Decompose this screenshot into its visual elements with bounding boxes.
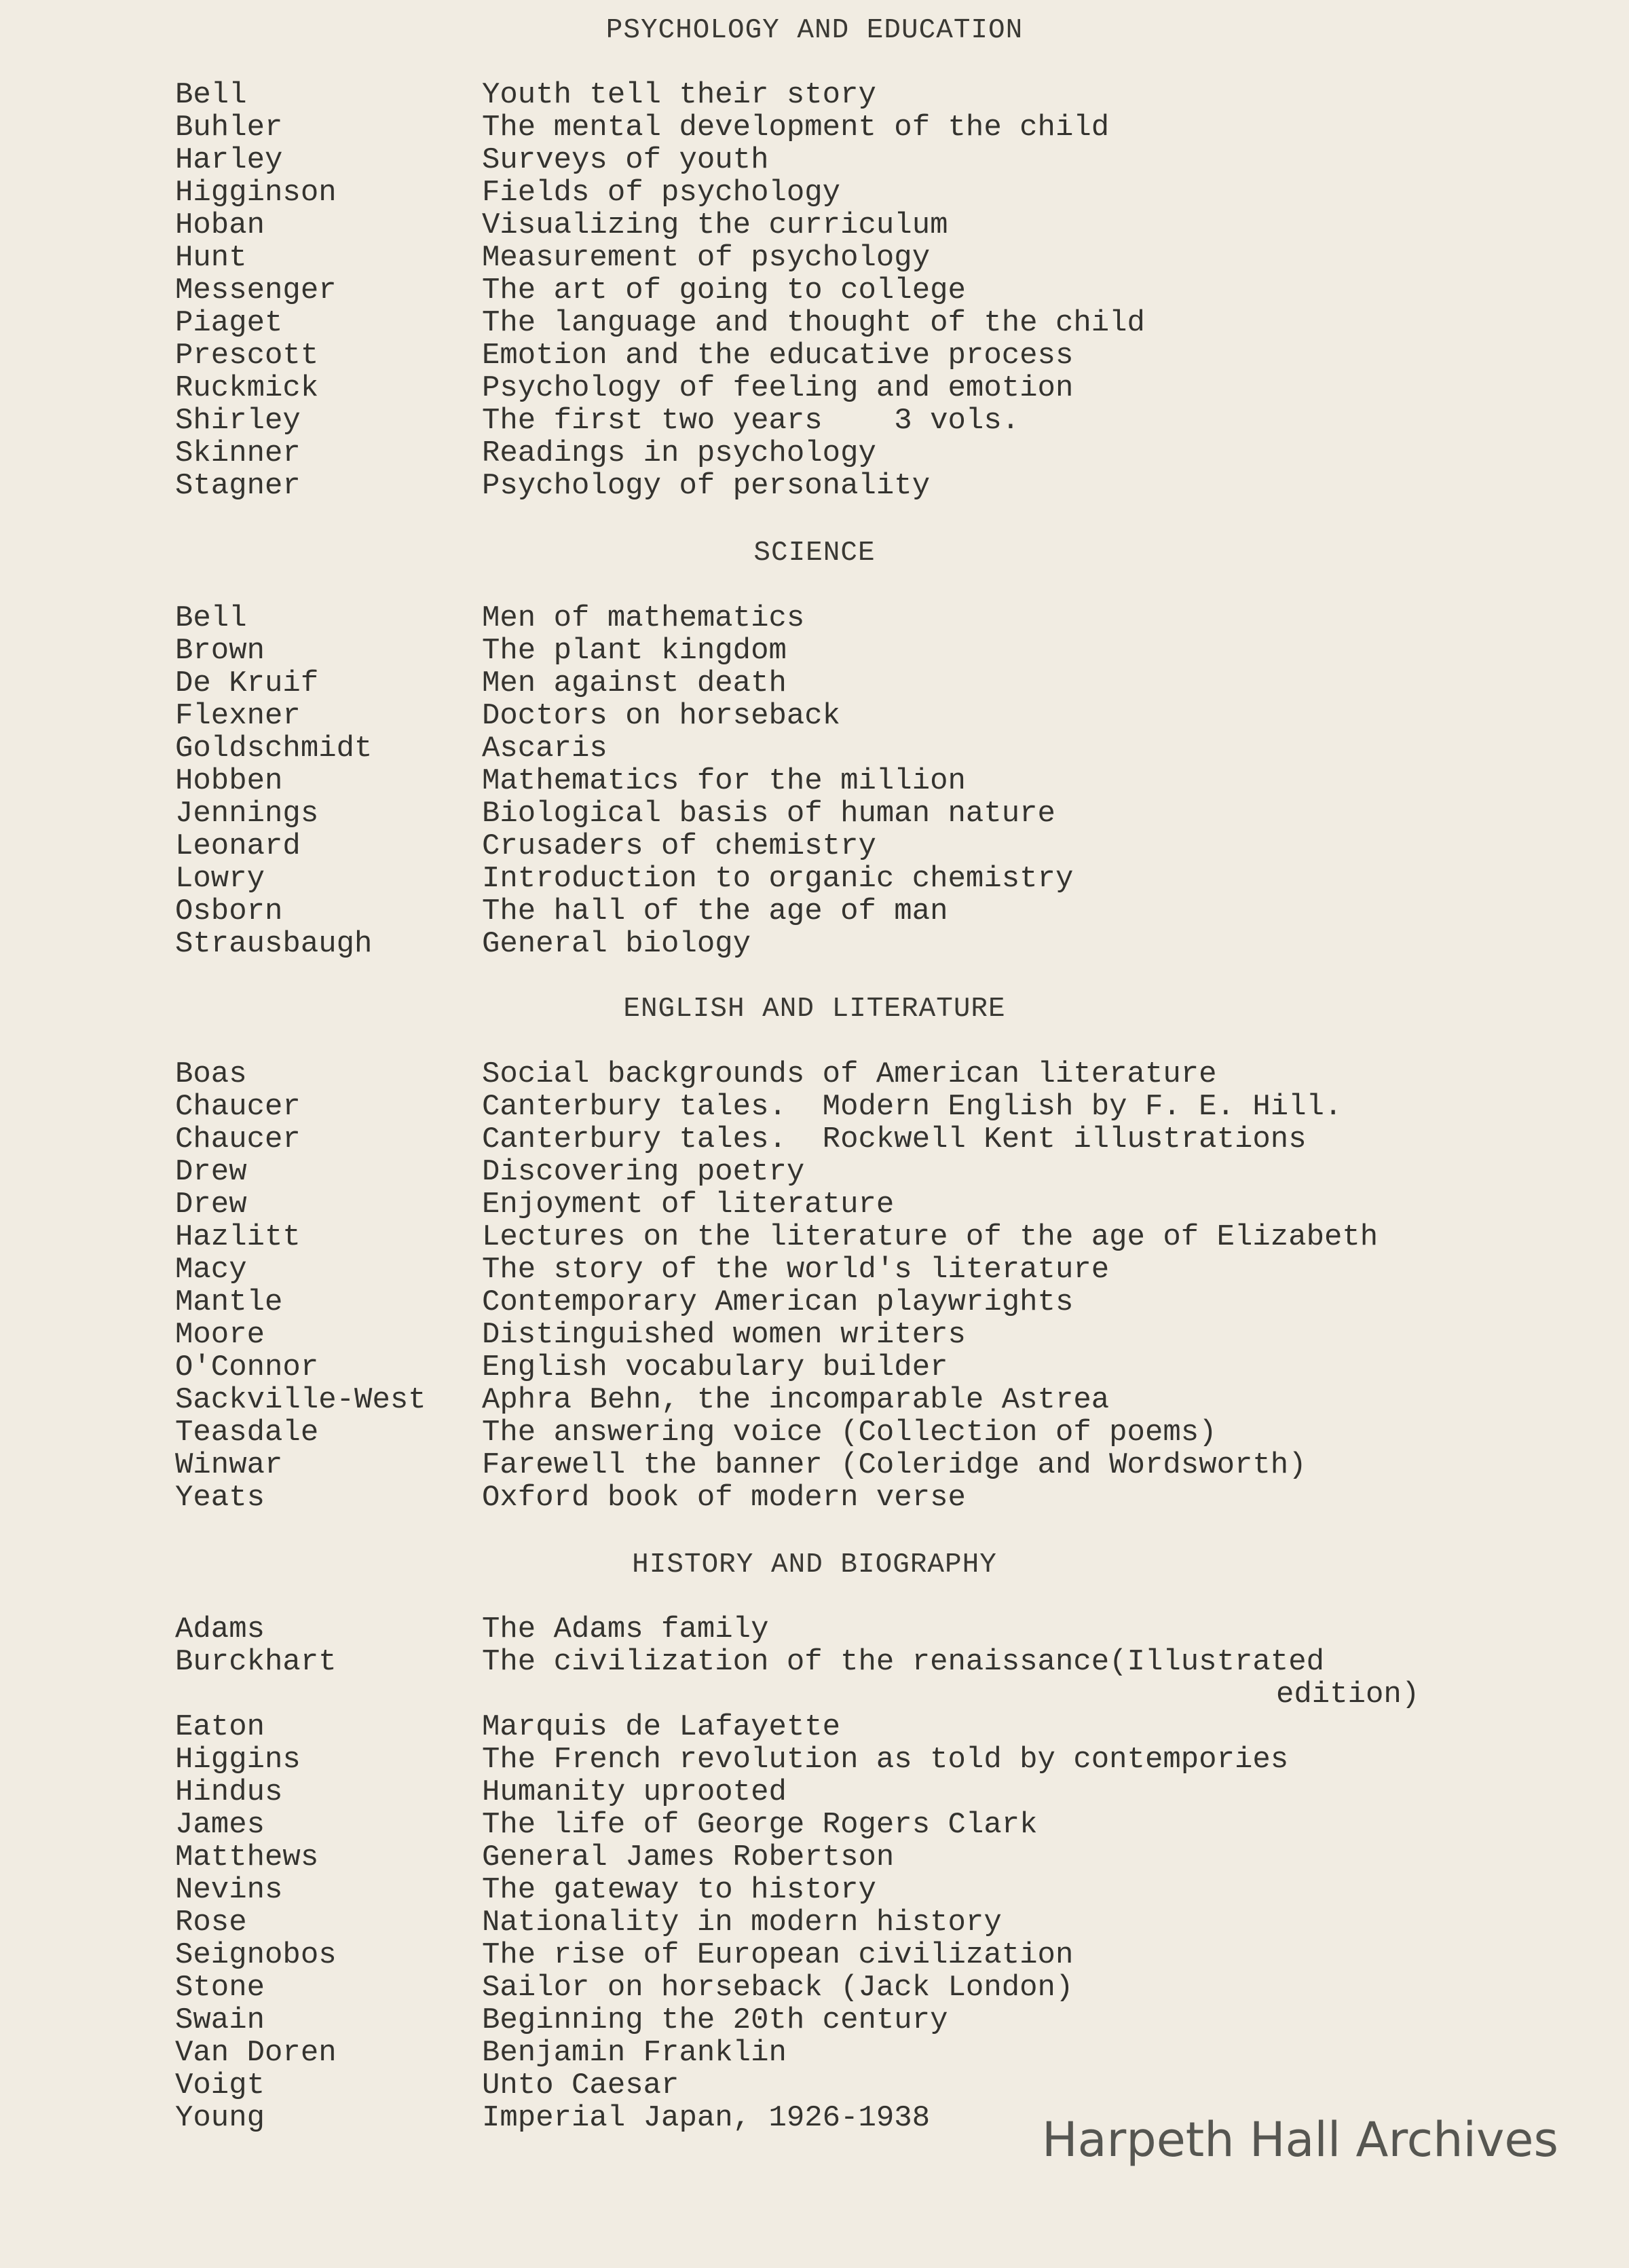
list-item: [0, 208, 1629, 241]
book-title: Imperial Japan, 1926-1938: [482, 2101, 931, 2135]
list-item: [0, 1220, 1629, 1253]
author: Stone: [175, 1971, 265, 2005]
book-title: Beginning the 20th century: [482, 2003, 948, 2037]
author: Hoban: [175, 208, 265, 242]
section-heading-psychology: PSYCHOLOGY AND EDUCATION: [605, 15, 1024, 46]
author: Burckhart: [175, 1645, 337, 1679]
list-item: [0, 1808, 1629, 1840]
list-item: [0, 2036, 1629, 2068]
author: Prescott: [175, 339, 319, 373]
author: Voigt: [175, 2068, 265, 2102]
list-item: [0, 699, 1629, 732]
author: Van Doren: [175, 2036, 337, 2070]
author: Higginson: [175, 176, 337, 210]
list-item: [0, 241, 1629, 273]
author: Moore: [175, 1318, 265, 1352]
list-item: [0, 143, 1629, 176]
author: Seignobos: [175, 1938, 337, 1972]
book-title: The plant kingdom: [482, 634, 787, 668]
author: Boas: [175, 1057, 247, 1091]
list-item: [0, 1318, 1629, 1350]
book-title: The civilization of the renaissance(Illustrated: [482, 1645, 1325, 1679]
author: Hobben: [175, 764, 283, 798]
book-title: Enjoyment of literature: [482, 1188, 895, 1222]
list-item: [0, 2003, 1629, 2036]
author: Buhler: [175, 111, 283, 145]
list-item: [0, 1743, 1629, 1775]
author: James: [175, 1808, 265, 1842]
list-item: [0, 1873, 1629, 1906]
list-item: [0, 1906, 1629, 1938]
list-item: [0, 78, 1629, 111]
list-item: [0, 927, 1629, 960]
author: Leonard: [175, 829, 301, 863]
list-item: [0, 634, 1629, 666]
author: Rose: [175, 1906, 247, 1940]
book-title-continuation: edition): [1276, 1678, 1420, 1712]
book-title: The rise of European civilization: [482, 1938, 1074, 1972]
author: Sackville-West: [175, 1383, 426, 1417]
book-title: The life of George Rogers Clark: [482, 1808, 1038, 1842]
book-title: The hall of the age of man: [482, 894, 948, 928]
list-item: [0, 1188, 1629, 1220]
list-item: [0, 1416, 1629, 1448]
author: Drew: [175, 1155, 247, 1189]
section-heading-science: SCIENCE: [753, 537, 876, 569]
list-item: [0, 1155, 1629, 1188]
list-item: [0, 1840, 1629, 1873]
author: Goldschmidt: [175, 732, 373, 766]
book-title: Oxford book of modern verse: [482, 1481, 966, 1515]
list-item: [0, 2068, 1629, 2101]
list-item: [0, 1350, 1629, 1383]
book-title: Nationality in modern history: [482, 1906, 1002, 1940]
author: Hindus: [175, 1775, 283, 1809]
list-item: [0, 862, 1629, 894]
list-item: [0, 1057, 1629, 1090]
author: Lowry: [175, 862, 265, 896]
list-item: [0, 176, 1629, 208]
book-title: General James Robertson: [482, 1840, 895, 1874]
list-item: [0, 797, 1629, 829]
list-item: [0, 404, 1629, 436]
book-title: Visualizing the curriculum: [482, 208, 948, 242]
list-item: [0, 732, 1629, 764]
book-title: The Adams family: [482, 1612, 769, 1646]
list-item: [0, 1383, 1629, 1416]
book-title: Social backgrounds of American literature: [482, 1057, 1217, 1091]
book-title: The answering voice (Collection of poems): [482, 1416, 1217, 1450]
list-item: [0, 1775, 1629, 1808]
author: Hunt: [175, 241, 247, 275]
list-item: [0, 601, 1629, 634]
list-item: [0, 273, 1629, 306]
author: Harley: [175, 143, 283, 177]
book-title: Aphra Behn, the incomparable Astrea: [482, 1383, 1110, 1417]
author: Chaucer: [175, 1122, 301, 1156]
book-title: Psychology of feeling and emotion: [482, 371, 1074, 405]
book-title: The art of going to college: [482, 273, 966, 307]
book-title: Men of mathematics: [482, 601, 805, 635]
author: Skinner: [175, 436, 301, 470]
author: Macy: [175, 1253, 247, 1287]
author: Swain: [175, 2003, 265, 2037]
list-item: [0, 436, 1629, 469]
book-title: Distinguished women writers: [482, 1318, 966, 1352]
book-title: Measurement of psychology: [482, 241, 931, 275]
author: Piaget: [175, 306, 283, 340]
list-item: [0, 306, 1629, 339]
list-item: [0, 1645, 1629, 1678]
list-item: [0, 894, 1629, 927]
book-title: The gateway to history: [482, 1873, 876, 1907]
book-title: The French revolution as told by contempories: [482, 1743, 1289, 1777]
list-item: [0, 1448, 1629, 1481]
list-item: [0, 1122, 1629, 1155]
author: Flexner: [175, 699, 301, 733]
book-title: General biology: [482, 927, 751, 961]
author: Mantle: [175, 1285, 283, 1319]
book-title: Sailor on horseback (Jack London): [482, 1971, 1074, 2005]
book-title: Unto Caesar: [482, 2068, 679, 2102]
list-item: [0, 829, 1629, 862]
list-item: [0, 764, 1629, 797]
book-title: Psychology of personality: [482, 469, 931, 503]
book-title: Surveys of youth: [482, 143, 769, 177]
author: Jennings: [175, 797, 319, 831]
author: Higgins: [175, 1743, 301, 1777]
list-item: [0, 1253, 1629, 1285]
book-title: The first two years 3 vols.: [482, 404, 1020, 438]
author: O'Connor: [175, 1350, 319, 1384]
book-title: Fields of psychology: [482, 176, 841, 210]
book-title: Introduction to organic chemistry: [482, 862, 1074, 896]
author: De Kruif: [175, 666, 319, 700]
book-title: English vocabulary builder: [482, 1350, 948, 1384]
book-title: Benjamin Franklin: [482, 2036, 787, 2070]
book-title: Lectures on the literature of the age of Elizabeth: [482, 1220, 1379, 1254]
book-title: The mental development of the child: [482, 111, 1110, 145]
book-title: Discovering poetry: [482, 1155, 805, 1189]
list-item: [0, 111, 1629, 143]
author: Yeats: [175, 1481, 265, 1515]
author: Bell: [175, 78, 247, 112]
list-item: [0, 1710, 1629, 1743]
author: Brown: [175, 634, 265, 668]
list-item: [0, 469, 1629, 502]
list-item: [0, 1971, 1629, 2003]
book-title: The story of the world's literature: [482, 1253, 1110, 1287]
section-heading-english: ENGLISH AND LITERATURE: [623, 994, 1006, 1025]
author: Young: [175, 2101, 265, 2135]
book-title: Doctors on horseback: [482, 699, 841, 733]
book-title: Humanity uprooted: [482, 1775, 787, 1809]
list-item: [0, 1090, 1629, 1122]
author: Nevins: [175, 1873, 283, 1907]
author: Matthews: [175, 1840, 319, 1874]
book-title: Crusaders of chemistry: [482, 829, 876, 863]
author: Strausbaugh: [175, 927, 373, 961]
list-item: [0, 1285, 1629, 1318]
book-title: Canterbury tales. Rockwell Kent illustrations: [482, 1122, 1307, 1156]
book-title: Mathematics for the million: [482, 764, 966, 798]
archive-watermark: Harpeth Hall Archives: [1042, 2112, 1558, 2168]
author: Bell: [175, 601, 247, 635]
book-title: Canterbury tales. Modern English by F. E. Hill.: [482, 1090, 1343, 1124]
author: Chaucer: [175, 1090, 301, 1124]
author: Shirley: [175, 404, 301, 438]
book-title: Marquis de Lafayette: [482, 1710, 841, 1744]
book-title: Emotion and the educative process: [482, 339, 1074, 373]
book-title: Youth tell their story: [482, 78, 876, 112]
author: Hazlitt: [175, 1220, 301, 1254]
list-item: [0, 1938, 1629, 1971]
list-item: [0, 339, 1629, 371]
list-item: [0, 1481, 1629, 1513]
author: Drew: [175, 1188, 247, 1222]
author: Stagner: [175, 469, 301, 503]
author: Messenger: [175, 273, 337, 307]
book-title: Ascaris: [482, 732, 607, 766]
list-item: [0, 1612, 1629, 1645]
author: Winwar: [175, 1448, 283, 1482]
list-item: [0, 666, 1629, 699]
book-title: Readings in psychology: [482, 436, 876, 470]
book-title: Farewell the banner (Coleridge and Wordsworth): [482, 1448, 1307, 1482]
book-title: Contemporary American playwrights: [482, 1285, 1074, 1319]
book-title: Biological basis of human nature: [482, 797, 1055, 831]
author: Teasdale: [175, 1416, 319, 1450]
book-title: Men against death: [482, 666, 787, 700]
list-item: [0, 371, 1629, 404]
author: Eaton: [175, 1710, 265, 1744]
author: Osborn: [175, 894, 283, 928]
author: Adams: [175, 1612, 265, 1646]
author: Ruckmick: [175, 371, 319, 405]
section-heading-history: HISTORY AND BIOGRAPHY: [632, 1549, 997, 1581]
book-title: The language and thought of the child: [482, 306, 1145, 340]
